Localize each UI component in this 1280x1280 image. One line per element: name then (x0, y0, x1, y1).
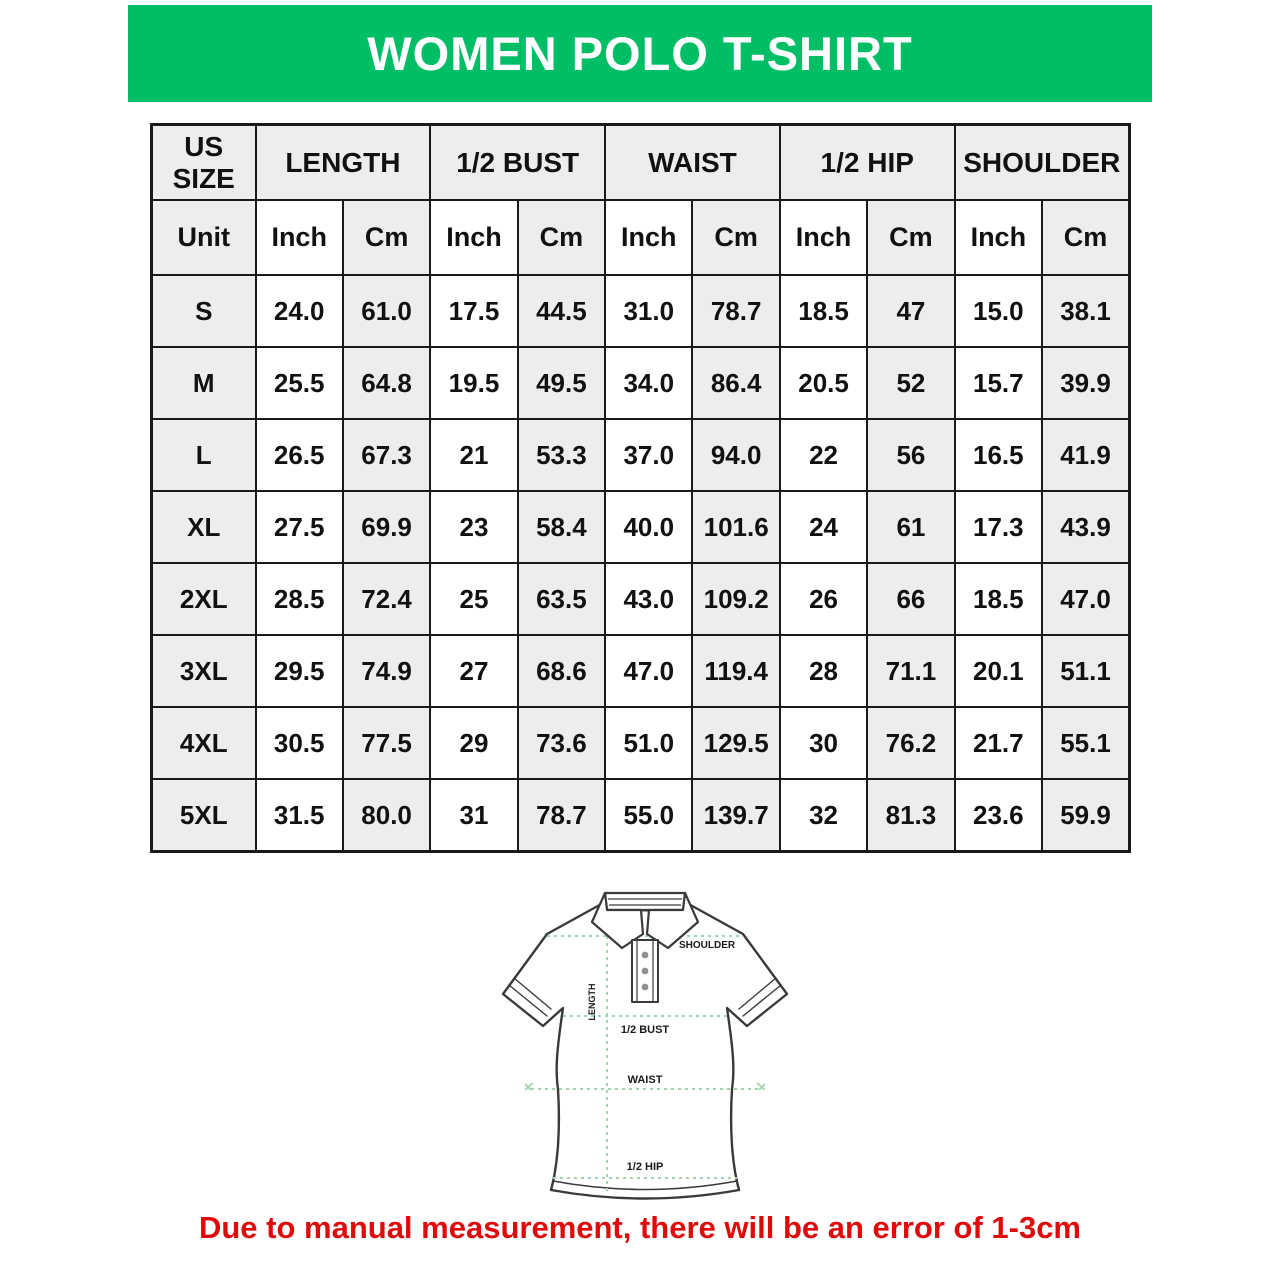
measurement-value-cell: 22 (780, 419, 867, 491)
measurement-value-cell: 21.7 (955, 707, 1042, 779)
size-row-l (152, 419, 1130, 491)
measurement-value-cell: 52 (867, 347, 954, 419)
measurement-value-cell: 66 (867, 563, 954, 635)
unit-header-cell: Inch (256, 200, 343, 275)
measurement-value-cell: 73.6 (518, 707, 605, 779)
measurement-value-cell: 30 (780, 707, 867, 779)
column-group-header: LENGTH (256, 125, 431, 201)
measurement-value-cell: 139.7 (692, 779, 779, 852)
measurement-value-cell: 63.5 (518, 563, 605, 635)
measurement-value-cell: 17.5 (430, 275, 517, 347)
measurement-value-cell: 20.1 (955, 635, 1042, 707)
measurement-value-cell: 80.0 (343, 779, 430, 852)
measurement-value-cell: 34.0 (605, 347, 692, 419)
measurement-value-cell: 51.1 (1042, 635, 1129, 707)
measurement-value-cell: 21 (430, 419, 517, 491)
measurement-value-cell: 43.9 (1042, 491, 1129, 563)
unit-header-cell: Inch (430, 200, 517, 275)
measurement-value-cell: 15.0 (955, 275, 1042, 347)
measurement-value-cell: 81.3 (867, 779, 954, 852)
unit-header-cell: Inch (955, 200, 1042, 275)
measurement-value-cell: 129.5 (692, 707, 779, 779)
measurement-value-cell: 58.4 (518, 491, 605, 563)
measurement-value-cell: 30.5 (256, 707, 343, 779)
measurement-value-cell: 49.5 (518, 347, 605, 419)
size-table (150, 123, 1131, 853)
measurement-value-cell: 78.7 (518, 779, 605, 852)
size-label-cell: 2XL (152, 563, 256, 635)
measurement-value-cell: 101.6 (692, 491, 779, 563)
measurement-value-cell: 47 (867, 275, 954, 347)
measurement-value-cell: 18.5 (955, 563, 1042, 635)
measurement-value-cell: 43.0 (605, 563, 692, 635)
measurement-value-cell: 29 (430, 707, 517, 779)
size-table-body (152, 125, 1130, 852)
measurement-value-cell: 24 (780, 491, 867, 563)
measurement-value-cell: 59.9 (1042, 779, 1129, 852)
measurement-value-cell: 55.0 (605, 779, 692, 852)
size-row-5xl (152, 779, 1130, 852)
size-label-cell: XL (152, 491, 256, 563)
measurement-value-cell: 24.0 (256, 275, 343, 347)
measurement-value-cell: 72.4 (343, 563, 430, 635)
measurement-value-cell: 64.8 (343, 347, 430, 419)
column-group-header: WAIST (605, 125, 780, 201)
measurement-value-cell: 15.7 (955, 347, 1042, 419)
measurement-value-cell: 61 (867, 491, 954, 563)
measurement-value-cell: 17.3 (955, 491, 1042, 563)
hip-label: 1/2 HIP (626, 1161, 664, 1173)
page-title: WOMEN POLO T-SHIRT (367, 27, 913, 80)
measurement-value-cell: 23 (430, 491, 517, 563)
size-label-cell: 3XL (152, 635, 256, 707)
unit-header-cell: Cm (518, 200, 605, 275)
measurement-value-cell: 27 (430, 635, 517, 707)
measurement-value-cell: 61.0 (343, 275, 430, 347)
size-row-m (152, 347, 1130, 419)
measurement-value-cell: 56 (867, 419, 954, 491)
title-banner (128, 5, 1152, 102)
buttons (642, 952, 649, 991)
measurement-value-cell: 119.4 (692, 635, 779, 707)
unit-header-cell: Cm (867, 200, 954, 275)
measurement-value-cell: 41.9 (1042, 419, 1129, 491)
measurement-disclaimer: Due to manual measurement, there will be an error of 1-3cm (198, 1210, 1082, 1245)
measurement-value-cell: 47.0 (605, 635, 692, 707)
unit-header-cell: Inch (780, 200, 867, 275)
size-row-s (152, 275, 1130, 347)
column-group-header: US SIZE (152, 125, 256, 201)
measurement-value-cell: 47.0 (1042, 563, 1129, 635)
polo-shirt-diagram (495, 884, 795, 1206)
bust-label: 1/2 BUST (620, 1024, 670, 1036)
measurement-value-cell: 25 (430, 563, 517, 635)
size-label-cell: L (152, 419, 256, 491)
measurement-value-cell: 109.2 (692, 563, 779, 635)
measurement-value-cell: 77.5 (343, 707, 430, 779)
size-label-cell: 4XL (152, 707, 256, 779)
measurement-value-cell: 28 (780, 635, 867, 707)
unit-header-cell: Cm (1042, 200, 1129, 275)
measurement-value-cell: 20.5 (780, 347, 867, 419)
measurement-value-cell: 74.9 (343, 635, 430, 707)
measurement-value-cell: 86.4 (692, 347, 779, 419)
measurement-value-cell: 78.7 (692, 275, 779, 347)
measurement-value-cell: 71.1 (867, 635, 954, 707)
measurement-value-cell: 69.9 (343, 491, 430, 563)
measurement-value-cell: 31.0 (605, 275, 692, 347)
measurement-value-cell: 19.5 (430, 347, 517, 419)
measurement-value-cell: 55.1 (1042, 707, 1129, 779)
size-label-cell: M (152, 347, 256, 419)
unit-header-row (152, 200, 1130, 275)
measurement-value-cell: 94.0 (692, 419, 779, 491)
column-group-header-row (152, 125, 1130, 201)
measurement-value-cell: 53.3 (518, 419, 605, 491)
measurement-value-cell: 76.2 (867, 707, 954, 779)
measurement-value-cell: 28.5 (256, 563, 343, 635)
measurement-value-cell: 31.5 (256, 779, 343, 852)
measurement-value-cell: 16.5 (955, 419, 1042, 491)
measurement-value-cell: 68.6 (518, 635, 605, 707)
measurement-value-cell: 26 (780, 563, 867, 635)
measurement-value-cell: 18.5 (780, 275, 867, 347)
measurement-value-cell: 38.1 (1042, 275, 1129, 347)
measurement-value-cell: 31 (430, 779, 517, 852)
size-label-cell: 5XL (152, 779, 256, 852)
measurement-value-cell: 51.0 (605, 707, 692, 779)
measurement-value-cell: 67.3 (343, 419, 430, 491)
unit-header-cell: Cm (343, 200, 430, 275)
measurement-value-cell: 27.5 (256, 491, 343, 563)
length-label: LENGTH (587, 983, 597, 1021)
size-label-cell: S (152, 275, 256, 347)
measurement-value-cell: 37.0 (605, 419, 692, 491)
measurement-value-cell: 29.5 (256, 635, 343, 707)
measurement-value-cell: 23.6 (955, 779, 1042, 852)
measurement-value-cell: 25.5 (256, 347, 343, 419)
measurement-value-cell: 44.5 (518, 275, 605, 347)
size-row-4xl (152, 707, 1130, 779)
waist-label: WAIST (627, 1074, 663, 1086)
size-row-xl (152, 491, 1130, 563)
size-row-3xl (152, 635, 1130, 707)
measurement-value-cell: 40.0 (605, 491, 692, 563)
column-group-header: 1/2 HIP (780, 125, 955, 201)
column-group-header: 1/2 BUST (430, 125, 605, 201)
size-chart-container (150, 123, 1131, 853)
measurement-value-cell: 26.5 (256, 419, 343, 491)
column-group-header: SHOULDER (955, 125, 1130, 201)
measurement-value-cell: 39.9 (1042, 347, 1129, 419)
unit-header-cell: Cm (692, 200, 779, 275)
unit-header-cell: Inch (605, 200, 692, 275)
unit-header-cell: Unit (152, 200, 256, 275)
measurement-value-cell: 32 (780, 779, 867, 852)
size-row-2xl (152, 563, 1130, 635)
shoulder-label: SHOULDER (679, 940, 736, 951)
